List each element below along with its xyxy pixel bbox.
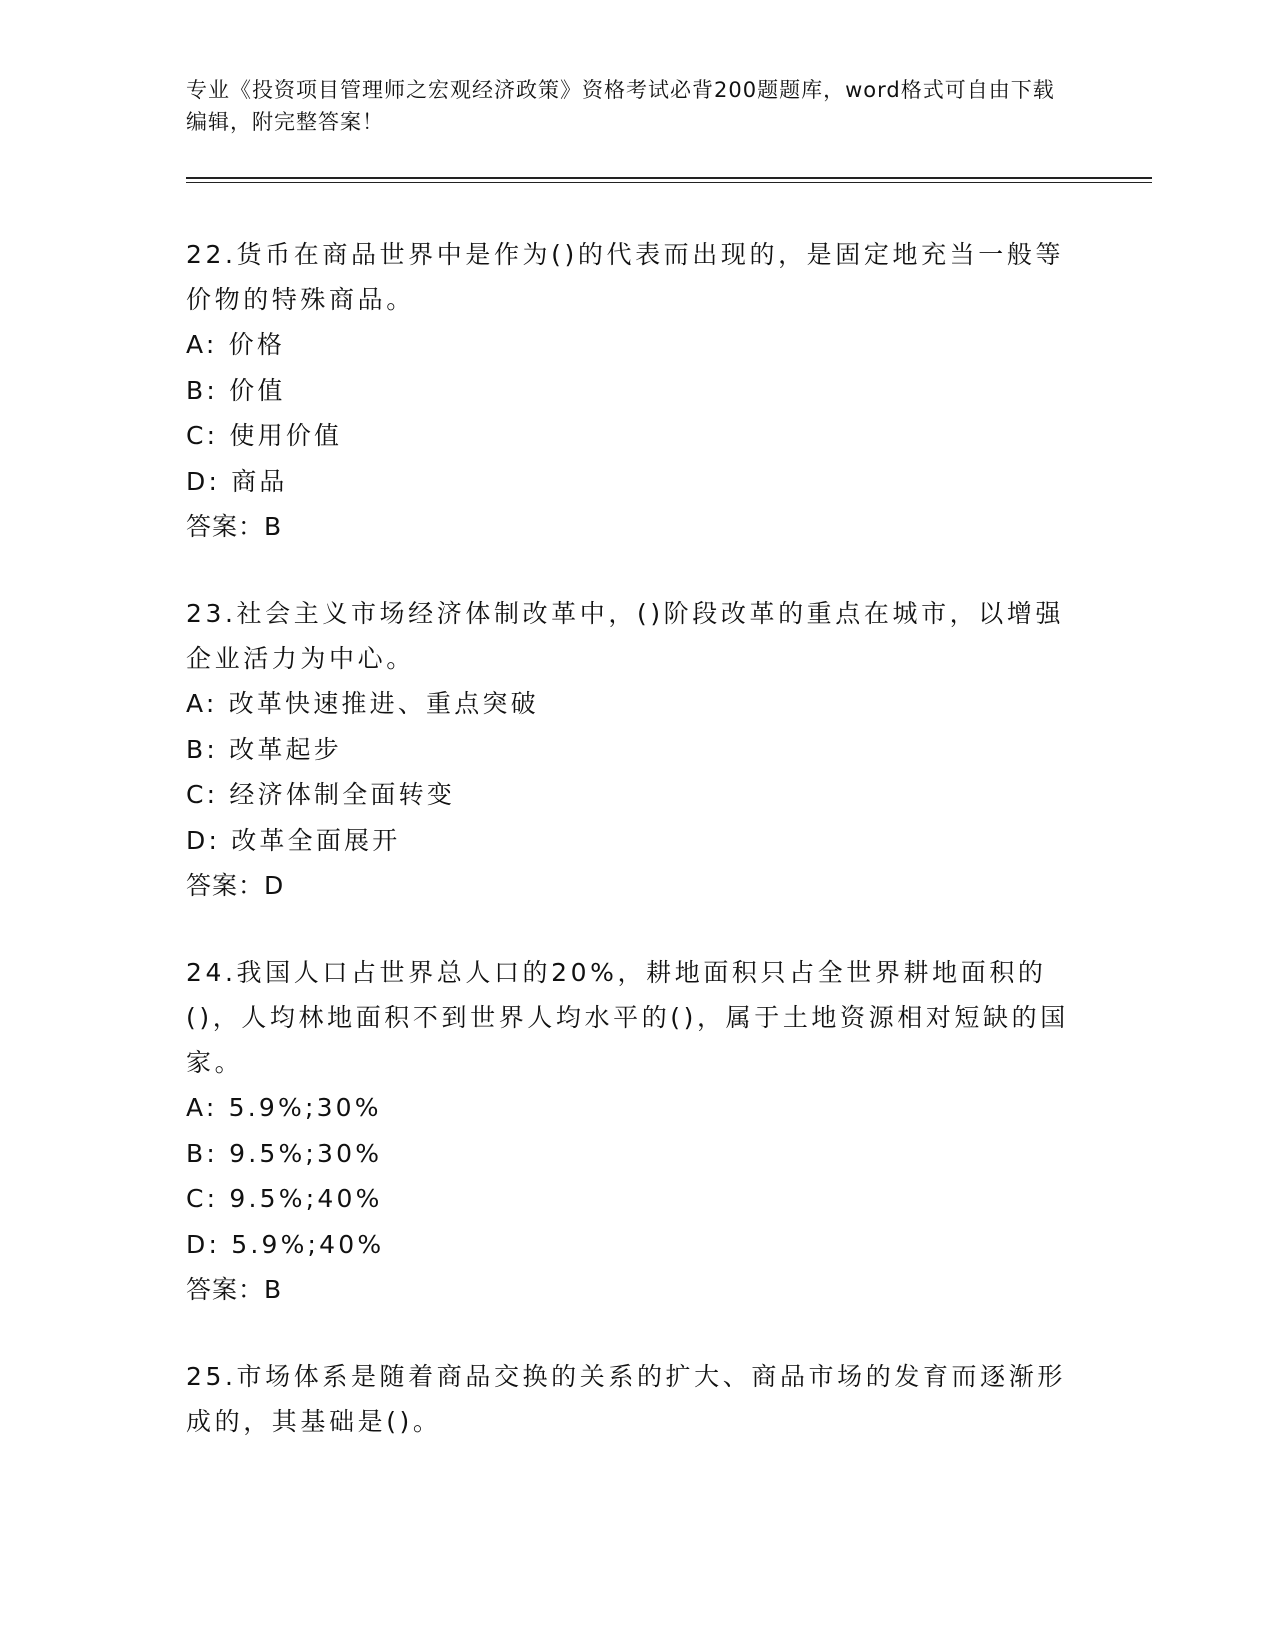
option-b: B: 9.5%;30% [186,1138,383,1168]
question-23 [186,591,1086,908]
question-22 [186,232,1086,549]
question-stem: 23.社会主义市场经济体制改革中，()阶段改革的重点在城市，以增强企业活力为中心。 [186,599,1065,673]
answer-line: 答案：B [186,1275,283,1304]
option-d: D: 改革全面展开 [186,825,401,855]
option-d: D: 商品 [186,466,288,496]
option-d: D: 5.9%;40% [186,1229,385,1259]
option-b: B: 价值 [186,375,286,405]
question-24 [186,950,1086,1312]
option-b: B: 改革起步 [186,734,342,764]
header-rule-thin [186,182,1152,183]
option-c: C: 使用价值 [186,421,343,450]
question-25 [186,1354,1086,1444]
option-a: A: 改革快速推进、重点突破 [186,689,539,718]
question-stem: 24.我国人口占世界总人口的20%，耕地面积只占全世界耕地面积的()，人均林地面积不到世界人均水平的()，属于土地资源相对短缺的国家。 [186,958,1069,1077]
option-a: A: 5.9%;30% [186,1093,382,1122]
header-rule-thick [186,177,1152,179]
option-a: A: 价格 [186,330,286,359]
answer-line: 答案：B [186,512,283,541]
option-c: C: 9.5%;40% [186,1184,383,1213]
question-stem: 25.市场体系是随着商品交换的关系的扩大、商品市场的发育而逐渐形成的，其基础是()。 [186,1362,1066,1436]
question-list [186,232,1086,1486]
answer-line: 答案：D [186,871,285,900]
question-stem: 22.货币在商品世界中是作为()的代表而出现的，是固定地充当一般等价物的特殊商品。 [186,240,1065,314]
document-header: 专业《投资项目管理师之宏观经济政策》资格考试必背200题题库，word格式可自由下载编辑，附完整答案！ [186,78,1055,134]
option-c: C: 经济体制全面转变 [186,780,456,809]
